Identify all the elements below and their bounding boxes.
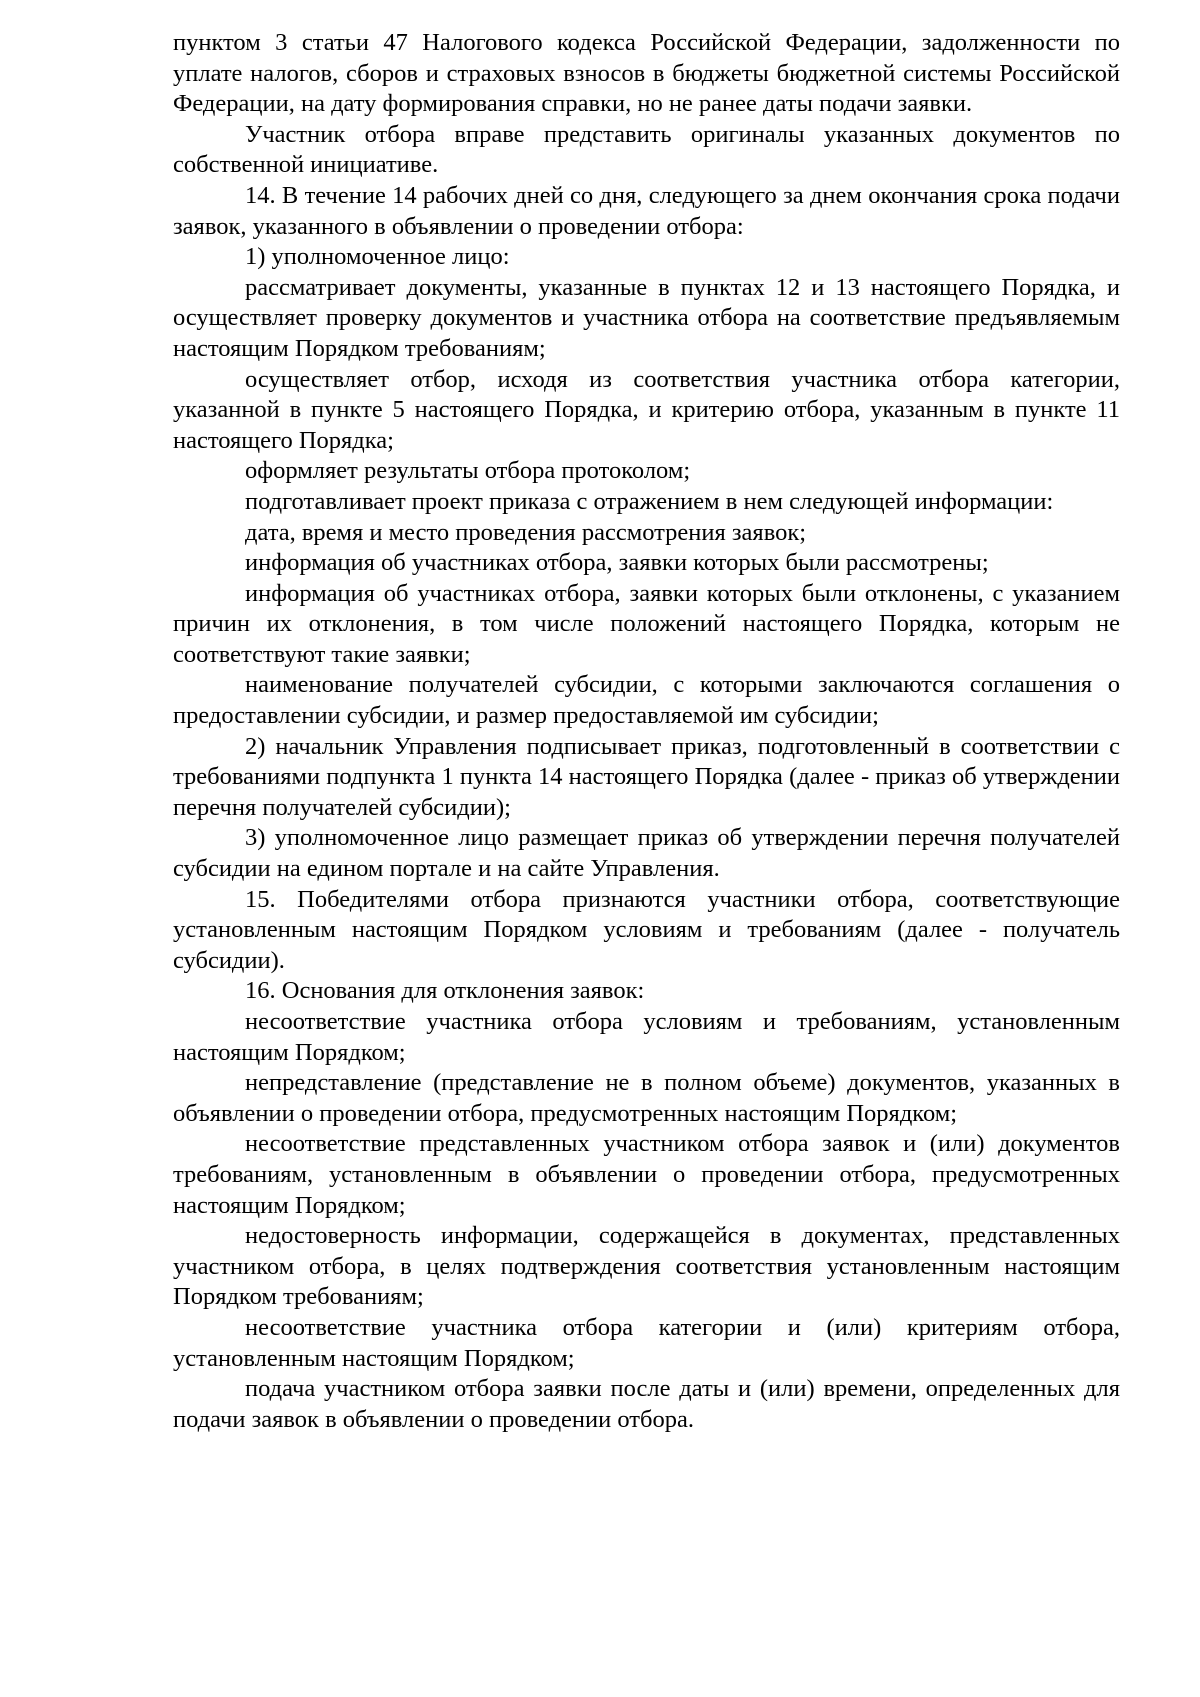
paragraph-reason-category-mismatch: несоответствие участника отбора категории и (или) критериям отбора, установленным настоящим Порядком; [173,1313,1120,1372]
paragraph-tax-code-continuation: пунктом 3 статьи 47 Налогового кодекса Российской Федерации, задолженности по уплате налогов, сборов и страховых взносов в бюджеты бюджетной системы Российской Федерации, на дату формирования справки, но не ранее даты подачи заявки. [173,29,1120,118]
paragraph-recipients-names: наименование получателей субсидии, с которыми заключаются соглашения о предоставлении субсидии, и размер предоставляемой им субсидии; [173,671,1120,730]
paragraph-item-14-2: 2) начальник Управления подписывает приказ, подготовленный в соответствии с требованиями подпункта 1 пункта 14 настоящего Порядка (далее - приказ об утверждении перечня получателей субсидии); [173,732,1120,821]
paragraph-prepares-order: подготавливает проект приказа с отражением в нем следующей информации: [245,487,1054,515]
paragraph-rejected-participants: информация об участниках отбора, заявки которых были отклонены, с указанием причин их отклонения, в том числе положений настоящего Порядка, которым не соответствуют такие заявки; [173,579,1120,668]
paragraph-item-15: 15. Победителями отбора признаются участники отбора, соответствующие установленным настоящим Порядком условиям и требованиям (далее - получатель субсидии). [173,885,1120,974]
paragraph-item-14-1: 1) уполномоченное лицо: [245,243,510,271]
paragraph-reviews-documents: рассматривает документы, указанные в пунктах 12 и 13 настоящего Порядка, и осуществляет проверку документов и участника отбора на соответствие предъявляемым настоящим Порядком требованиям; [173,273,1120,362]
paragraph-item-14: 14. В течение 14 рабочих дней со дня, следующего за днем окончания срока подачи заявок, указанного в объявлении о проведении отбора: [173,181,1120,240]
paragraph-date-time-place: дата, время и место проведения рассмотрения заявок; [245,518,807,546]
paragraph-reason-missing-documents: непредставление (представление не в полном объеме) документов, указанных в объявлении о проведении отбора, предусмотренных настоящим Порядком; [173,1069,1120,1127]
paragraph-originals-right: Участник отбора вправе представить оригиналы указанных документов по собственной инициативе. [173,120,1120,179]
paragraph-reason-late-submission: подача участником отбора заявки после даты и (или) времени, определенных для подачи заявок в объявлении о проведении отбора. [173,1375,1120,1433]
paragraph-reason-documents-mismatch: несоответствие представленных участником отбора заявок и (или) документов требованиям, установленным в объявлении о проведении отбора, предусмотренных настоящим Порядком; [173,1130,1120,1219]
paragraph-item-14-3: 3) уполномоченное лицо размещает приказ об утверждении перечня получателей субсидии на едином портале и на сайте Управления. [173,824,1120,883]
paragraph-performs-selection: осуществляет отбор, исходя из соответствия участника отбора категории, указанной в пункте 5 настоящего Порядка, и критерию отбора, указанным в пункте 11 настоящего Порядка; [173,365,1120,454]
paragraph-reason-nonconformity: несоответствие участника отбора условиям и требованиям, установленным настоящим Порядком; [173,1008,1120,1066]
paragraph-reviewed-participants: информация об участниках отбора, заявки которых были рассмотрены; [245,549,989,577]
paragraph-reason-false-information: недостоверность информации, содержащейся в документах, представленных участником отбора, в целях подтверждения соответствия установленным настоящим Порядком требованиям; [173,1222,1120,1311]
paragraph-item-16: 16. Основания для отклонения заявок: [245,977,645,1005]
paragraph-protocol: оформляет результаты отбора протоколом; [245,457,691,485]
